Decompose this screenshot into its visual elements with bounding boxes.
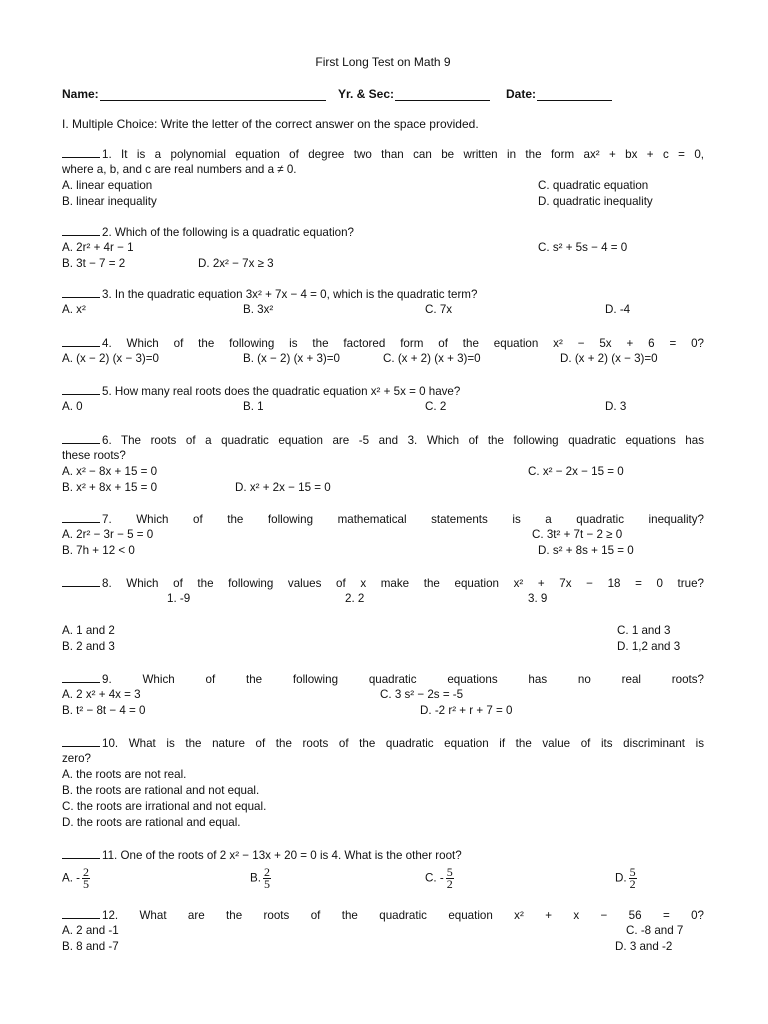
question-7 — [62, 511, 704, 559]
question-stem: 10. What is the nature of the roots of the quadratic equation if the value of its discriminant is — [62, 735, 704, 751]
fraction: $\frac{2}{5}$ — [263, 865, 270, 891]
option-d: D. -4 — [605, 303, 631, 316]
question-stem-cont: zero? — [62, 752, 92, 765]
option-b: B. the roots are rational and not equal. — [62, 784, 260, 797]
option-a: A. 2 x² + 4x = 3 — [62, 688, 141, 701]
option-d: D. $\frac{5}{2}$ — [615, 865, 636, 891]
question-stem-cont: where a, b, and c are real numbers and a ≠ 0. — [62, 163, 297, 176]
question-4 — [62, 335, 704, 367]
question-5 — [62, 383, 704, 415]
fraction: $\frac{2}{5}$ — [83, 865, 90, 891]
question-stem: 7. Which of the following mathematical statements is a quadratic inequality? — [62, 511, 704, 527]
option-row — [62, 543, 704, 559]
option-b: B. 7h + 12 < 0 — [62, 544, 135, 557]
option-row — [62, 399, 704, 415]
option-d: D. x² + 2x − 15 = 0 — [235, 481, 331, 494]
option-c: C. 7x — [425, 303, 453, 316]
option-b: B. x² + 8x + 15 = 0 — [62, 481, 158, 494]
option-b: B. 2 and 3 — [62, 640, 115, 653]
question-stem: 6. The roots of a quadratic equation are -5 and 3. Which of the following quadratic equations has — [62, 432, 704, 448]
option-c: C. 3 s² − 2s = -5 — [380, 688, 464, 701]
option-row — [62, 240, 704, 256]
option-row — [62, 703, 704, 719]
option-row — [62, 256, 704, 272]
option-d: D. 2x² − 7x ≥ 3 — [198, 257, 274, 270]
question-1 — [62, 146, 704, 210]
option-d: D. quadratic inequality — [538, 195, 653, 208]
option-row — [62, 480, 704, 496]
option-a: A. x² − 8x + 15 = 0 — [62, 465, 158, 478]
answer-blank[interactable] — [62, 335, 100, 347]
name-field[interactable] — [62, 87, 338, 105]
option-row — [62, 351, 704, 367]
option-b: B. t² − 8t − 4 = 0 — [62, 704, 146, 717]
option-d: D. (x + 2) (x − 3)=0 — [560, 352, 658, 365]
answer-blank[interactable] — [62, 146, 100, 158]
date-field[interactable] — [506, 87, 612, 105]
answer-blank[interactable] — [62, 511, 100, 523]
fraction: $\frac{5}{2}$ — [446, 865, 453, 891]
option-a: A. the roots are not real. — [62, 768, 187, 781]
date-blank[interactable] — [537, 87, 612, 101]
option-c: C. (x + 2) (x + 3)=0 — [383, 352, 481, 365]
option-c: C. -8 and 7 — [626, 924, 684, 937]
question-stem: 2. Which of the following is a quadratic equation? — [62, 224, 704, 240]
test-page — [62, 55, 704, 955]
option-row — [62, 302, 704, 318]
yr-sec-label: Yr. & Sec: — [338, 87, 395, 101]
option-c: C. - $\frac{5}{2}$ — [425, 865, 453, 891]
option-row — [62, 939, 704, 955]
option-a: A. 1 and 2 — [62, 624, 115, 637]
question-stem: 4. Which of the following is the factored form of the equation x² − 5x + 6 = 0? — [62, 335, 704, 351]
question-stem: 11. One of the roots of 2 x² − 13x + 20 = 0 is 4. What is the other root? — [62, 847, 704, 863]
option-d: D. 3 — [605, 400, 627, 413]
option-row — [62, 923, 704, 939]
item-row — [62, 591, 704, 607]
answer-blank[interactable] — [62, 735, 100, 747]
answer-blank[interactable] — [62, 671, 100, 683]
yr-sec-field[interactable] — [338, 87, 506, 105]
answer-blank[interactable] — [62, 432, 100, 444]
answer-blank[interactable] — [62, 383, 100, 395]
option-d: D. s² + 8s + 15 = 0 — [538, 544, 634, 557]
option-a: A. 0 — [62, 400, 83, 413]
student-info-header — [62, 87, 704, 105]
option-row — [62, 623, 704, 639]
option-b: B. 8 and -7 — [62, 940, 119, 953]
option-b: B. $\frac{2}{5}$ — [250, 865, 270, 891]
option-row — [62, 639, 704, 655]
instructions: I. Multiple Choice: Write the letter of the correct answer on the space provided. — [62, 117, 479, 131]
item-2: 2. 2 — [345, 592, 365, 605]
question-12 — [62, 907, 704, 955]
option-c: C. s² + 5s − 4 = 0 — [538, 241, 628, 254]
question-9 — [62, 671, 704, 719]
option-a: A. - $\frac{2}{5}$ — [62, 865, 90, 891]
question-stem: 3. In the quadratic equation 3x² + 7x − 4 = 0, which is the quadratic term? — [62, 286, 704, 302]
answer-blank[interactable] — [62, 286, 100, 298]
option-c: C. the roots are irrational and not equal. — [62, 800, 267, 813]
option-c: C. 2 — [425, 400, 447, 413]
question-11 — [62, 847, 704, 893]
question-stem-cont: these roots? — [62, 449, 126, 462]
option-b: B. 1 — [243, 400, 264, 413]
option-row — [62, 194, 704, 210]
option-a: A. linear equation — [62, 179, 153, 192]
option-b: B. (x − 2) (x + 3)=0 — [243, 352, 340, 365]
question-10 — [62, 735, 704, 831]
option-c: C. 1 and 3 — [617, 624, 671, 637]
option-row — [62, 464, 704, 480]
date-label: Date: — [506, 87, 537, 101]
option-a: A. 2r² + 4r − 1 — [62, 241, 134, 254]
question-2 — [62, 224, 704, 272]
option-b: B. 3t − 7 = 2 — [62, 257, 126, 270]
answer-blank[interactable] — [62, 847, 100, 859]
option-a: A. 2r² − 3r − 5 = 0 — [62, 528, 154, 541]
answer-blank[interactable] — [62, 907, 100, 919]
question-stem: 5. How many real roots does the quadratic equation x² + 5x = 0 have? — [62, 383, 704, 399]
answer-blank[interactable] — [62, 224, 100, 236]
option-row — [62, 527, 704, 543]
question-stem: 9. Which of the following quadratic equations has no real roots? — [62, 671, 704, 687]
option-row — [62, 863, 704, 893]
option-d: D. the roots are rational and equal. — [62, 816, 241, 829]
option-a: A. 2 and -1 — [62, 924, 119, 937]
option-c: C. quadratic equation — [538, 179, 649, 192]
option-b: B. 3x² — [243, 303, 274, 316]
question-stem: 1. It is a polynomial equation of degree two than can be written in the form ax² + bx + c = 0, — [62, 146, 704, 162]
yr-sec-blank[interactable] — [395, 87, 490, 101]
question-6 — [62, 432, 704, 496]
option-a: A. x² — [62, 303, 86, 316]
answer-blank[interactable] — [62, 575, 100, 587]
name-label: Name: — [62, 87, 99, 101]
option-c: C. 3t² + 7t − 2 ≥ 0 — [532, 528, 623, 541]
option-c: C. x² − 2x − 15 = 0 — [528, 465, 624, 478]
item-1: 1. -9 — [167, 592, 191, 605]
name-blank[interactable] — [100, 87, 326, 101]
option-row — [62, 687, 704, 703]
option-b: B. linear inequality — [62, 195, 157, 208]
option-d: D. 1,2 and 3 — [617, 640, 681, 653]
option-d: D. 3 and -2 — [615, 940, 673, 953]
question-stem: 12. What are the roots of the quadratic equation x² + x − 56 = 0? — [62, 907, 704, 923]
question-stem: 8. Which of the following values of x make the equation x² + 7x − 18 = 0 true? — [62, 575, 704, 591]
fraction: $\frac{5}{2}$ — [629, 865, 636, 891]
option-a: A. (x − 2) (x − 3)=0 — [62, 352, 159, 365]
test-title: First Long Test on Math 9 — [315, 55, 451, 69]
option-d: D. -2 r² + r + 7 = 0 — [420, 704, 513, 717]
question-3 — [62, 286, 704, 318]
item-3: 3. 9 — [528, 592, 548, 605]
question-8 — [62, 575, 704, 655]
option-row — [62, 178, 704, 194]
